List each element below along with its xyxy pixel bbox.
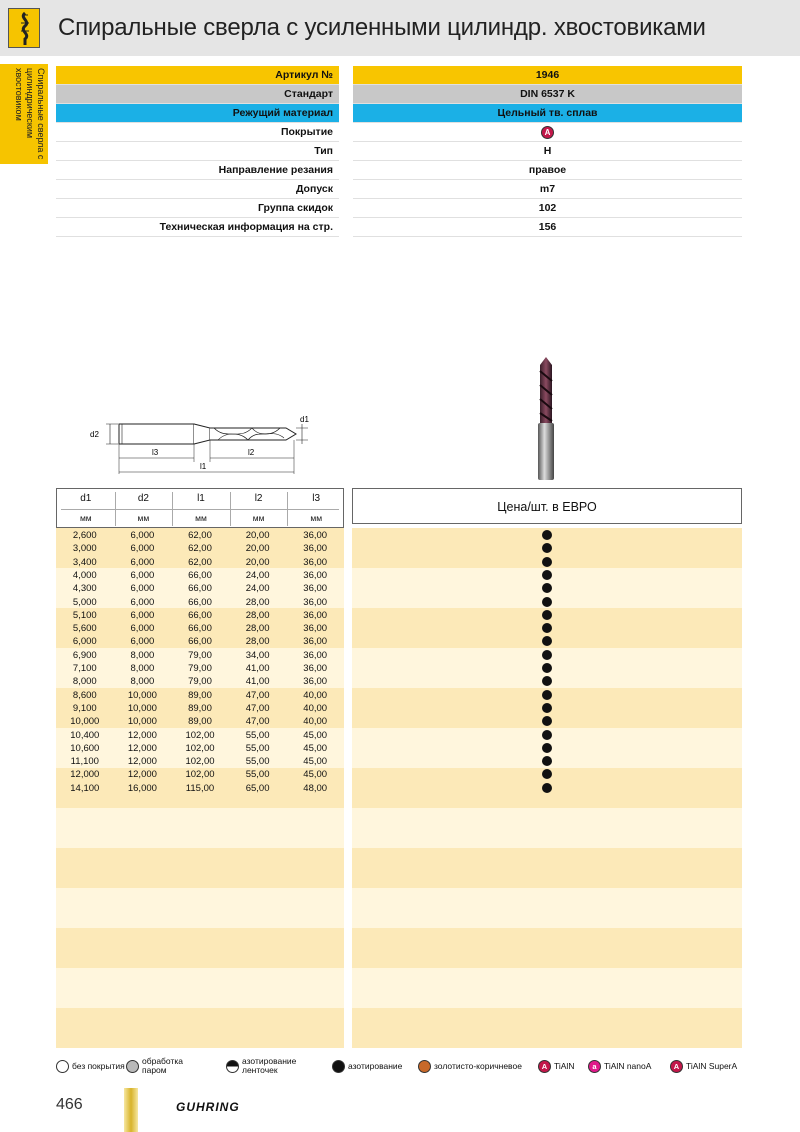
table-cell: 47,00 — [245, 689, 270, 701]
table-cell: 10,000 — [127, 702, 157, 714]
table-band — [352, 968, 742, 1008]
dim-d1-label: d1 — [300, 415, 309, 424]
table-cell: 40,00 — [303, 716, 328, 728]
coating-swatch-icon — [332, 1060, 345, 1073]
table-cell: 10,000 — [127, 689, 157, 701]
spec-value: DIN 6537 K — [353, 85, 742, 104]
table-cell: 36,00 — [303, 649, 328, 661]
table-cell: 41,00 — [245, 663, 270, 674]
table-row[interactable] — [56, 622, 344, 635]
table-cell: 10,000 — [127, 716, 157, 728]
availability-dot-icon[interactable] — [542, 610, 552, 620]
table-row[interactable] — [56, 782, 344, 795]
table-row[interactable] — [56, 729, 344, 742]
table-cell: 16,000 — [127, 782, 157, 794]
dim-l2-label: l2 — [248, 448, 255, 457]
table-cell: 6,000 — [130, 636, 155, 648]
table-cell: 66,00 — [188, 609, 212, 621]
table-cell: 102,00 — [185, 729, 215, 741]
availability-dot-icon[interactable] — [542, 557, 552, 567]
table-cell: 28,00 — [245, 636, 270, 648]
page-number: 466 — [56, 1096, 83, 1113]
table-cell: 48,00 — [303, 782, 328, 794]
table-cell: 6,900 — [72, 649, 97, 661]
coating-legend — [56, 1054, 746, 1078]
drill-logo-icon — [8, 8, 40, 48]
table-cell: 40,00 — [303, 689, 328, 701]
table-cell: 36,00 — [303, 636, 328, 648]
table-band — [56, 848, 344, 888]
spec-row — [56, 123, 742, 142]
table-row[interactable] — [56, 649, 344, 662]
coating-swatch-icon — [226, 1060, 239, 1073]
table-cell: 7,100 — [72, 663, 97, 674]
table-cell: 102,00 — [185, 756, 215, 768]
table-cell: 45,00 — [303, 756, 328, 768]
spec-row — [56, 85, 742, 104]
spec-row — [56, 66, 742, 85]
table-row[interactable] — [56, 556, 344, 569]
table-cell: 66,00 — [188, 623, 212, 635]
table-row[interactable] — [56, 755, 344, 768]
spec-value: 156 — [353, 218, 742, 237]
spec-label: Техническая информация на стр. — [56, 218, 339, 237]
table-cell: 12,000 — [127, 769, 157, 781]
column-header: d2 — [137, 493, 149, 504]
availability-dot-icon[interactable] — [542, 730, 552, 740]
table-cell: 6,000 — [130, 623, 155, 635]
page-title: Спиральные сверла с усиленными цилиндр. хвостовиками — [58, 14, 706, 41]
table-cell: 115,00 — [185, 782, 215, 794]
table-cell: 12,000 — [127, 756, 157, 768]
table-cell: 6,000 — [130, 530, 155, 541]
section-tab[interactable] — [0, 64, 48, 164]
table-row[interactable] — [56, 542, 344, 555]
coating-swatch-icon: A — [670, 1060, 683, 1073]
spec-value: H — [353, 142, 742, 161]
table-cell: 8,000 — [72, 676, 97, 688]
table-band — [56, 1008, 344, 1048]
column-header: d1 — [80, 493, 92, 504]
legend-label: азотирование ленточек — [242, 1056, 297, 1075]
availability-dot-icon[interactable] — [542, 743, 552, 753]
table-cell: 36,00 — [303, 663, 328, 674]
table-cell: 5,100 — [72, 609, 97, 621]
table-cell: 40,00 — [303, 702, 328, 714]
table-row[interactable] — [56, 596, 344, 609]
table-cell: 8,600 — [72, 689, 97, 701]
spec-label: Тип — [56, 142, 339, 161]
coating-tialn-supera-icon: A — [541, 126, 554, 139]
spec-row — [56, 161, 742, 180]
table-row[interactable] — [56, 529, 344, 542]
column-header: l2 — [254, 493, 263, 504]
spec-row — [56, 142, 742, 161]
table-cell: 79,00 — [188, 663, 212, 674]
column-header: l3 — [312, 493, 321, 504]
table-row[interactable] — [56, 702, 344, 715]
table-cell: 45,00 — [303, 769, 328, 781]
legend-item — [126, 1054, 204, 1078]
table-row[interactable] — [56, 662, 344, 675]
spec-row — [56, 104, 742, 123]
table-cell: 12,000 — [70, 769, 100, 781]
spec-value: Цельный тв. сплав — [353, 104, 742, 123]
spec-row — [56, 199, 742, 218]
legend-label: обработка паром — [142, 1056, 183, 1075]
table-cell: 24,00 — [245, 569, 270, 581]
brand-logo: GUHRING — [176, 1100, 240, 1114]
table-cell: 10,600 — [70, 742, 100, 754]
table-row[interactable] — [56, 582, 344, 595]
table-cell: 5,600 — [72, 623, 97, 635]
legend-label: без покрытия — [72, 1060, 125, 1071]
spec-label: Режущий материал — [56, 104, 339, 123]
table-cell: 6,000 — [130, 583, 155, 595]
dim-l1-label: l1 — [200, 462, 207, 471]
table-cell: 66,00 — [188, 596, 212, 608]
table-row[interactable] — [56, 569, 344, 582]
table-band — [352, 808, 742, 848]
legend-item — [538, 1054, 574, 1078]
dim-d2-label: d2 — [90, 430, 99, 439]
table-band — [56, 808, 344, 848]
table-row[interactable] — [56, 635, 344, 648]
spec-label: Допуск — [56, 180, 339, 199]
table-cell: 66,00 — [188, 636, 212, 648]
table-cell: 10,000 — [70, 716, 100, 728]
legend-item — [226, 1054, 304, 1078]
table-band — [352, 848, 742, 888]
table-cell: 3,000 — [72, 543, 97, 555]
table-band — [352, 928, 742, 968]
table-cell: 12,000 — [127, 729, 157, 741]
table-cell: 2,600 — [72, 530, 97, 541]
table-cell: 28,00 — [245, 596, 270, 608]
table-cell: 8,000 — [130, 676, 155, 688]
table-cell: 36,00 — [303, 609, 328, 621]
table-cell: 6,000 — [130, 569, 155, 581]
table-cell: 62,00 — [188, 543, 212, 555]
table-row[interactable] — [56, 689, 344, 702]
table-cell: 36,00 — [303, 543, 328, 555]
table-cell: 55,00 — [245, 769, 270, 781]
table-cell: 36,00 — [303, 569, 328, 581]
table-cell: 5,000 — [72, 596, 97, 608]
legend-label: золотисто-коричневое — [434, 1060, 522, 1071]
spec-value: правое — [353, 161, 742, 180]
table-cell: 79,00 — [188, 649, 212, 661]
table-band — [56, 888, 344, 928]
table-cell: 4,300 — [72, 583, 97, 595]
table-cell: 28,00 — [245, 609, 270, 621]
table-cell: 89,00 — [188, 716, 212, 728]
spec-value — [353, 123, 742, 142]
table-row[interactable] — [56, 742, 344, 755]
column-header: l1 — [197, 493, 205, 504]
table-row[interactable] — [56, 768, 344, 781]
table-cell: 55,00 — [245, 756, 270, 768]
footer-stripe — [124, 1088, 138, 1132]
table-cell: 102,00 — [185, 769, 215, 781]
table-row[interactable] — [56, 609, 344, 622]
coating-swatch-icon: A — [538, 1060, 551, 1073]
table-cell: 45,00 — [303, 729, 328, 741]
section-tab-label: Спиральные сверла с цилиндрическим хвостовиком — [14, 68, 46, 160]
table-cell: 6,000 — [130, 543, 155, 555]
table-cell: 45,00 — [303, 742, 328, 754]
table-cell: 36,00 — [303, 623, 328, 635]
availability-dot-icon[interactable] — [542, 783, 552, 793]
table-cell: 55,00 — [245, 742, 270, 754]
drill-photo — [520, 355, 570, 485]
spec-label: Стандарт — [56, 85, 339, 104]
table-cell: 65,00 — [245, 782, 270, 794]
table-cell: 10,400 — [70, 729, 100, 741]
legend-label: TiAlN nanoA — [604, 1060, 652, 1071]
dim-l3-label: l3 — [152, 448, 159, 457]
column-unit: мм — [79, 513, 92, 523]
price-column-header: Цена/шт. в ЕВРО — [352, 488, 742, 524]
drill-drawing — [86, 410, 316, 480]
spec-label: Группа скидок — [56, 199, 339, 218]
legend-label: TiAlN — [554, 1060, 575, 1071]
availability-dot-icon[interactable] — [542, 570, 552, 580]
coating-swatch-icon — [418, 1060, 431, 1073]
table-cell: 20,00 — [245, 543, 270, 555]
table-cell: 4,000 — [72, 569, 97, 581]
spec-label: Артикул № — [56, 66, 339, 85]
legend-label: TiAlN SuperA — [686, 1060, 738, 1071]
table-cell: 62,00 — [188, 556, 212, 568]
legend-item — [418, 1054, 522, 1078]
table-cell: 89,00 — [188, 689, 212, 701]
table-cell: 47,00 — [245, 702, 270, 714]
table-row[interactable] — [56, 715, 344, 728]
table-cell: 8,000 — [130, 663, 155, 674]
table-cell: 102,00 — [185, 742, 215, 754]
column-unit: мм — [310, 513, 323, 523]
coating-swatch-icon — [56, 1060, 69, 1073]
availability-dot-icon[interactable] — [542, 663, 552, 673]
table-cell: 6,000 — [72, 636, 97, 648]
table-cell: 8,000 — [130, 649, 155, 661]
table-cell: 66,00 — [188, 583, 212, 595]
table-band — [56, 928, 344, 968]
legend-item — [332, 1054, 402, 1078]
spec-value: 1946 — [353, 66, 742, 85]
legend-item — [670, 1054, 737, 1078]
table-cell: 20,00 — [245, 530, 270, 541]
table-cell: 3,400 — [72, 556, 97, 568]
legend-item — [588, 1054, 651, 1078]
availability-dot-icon[interactable] — [542, 530, 552, 540]
table-cell: 55,00 — [245, 729, 270, 741]
table-cell: 34,00 — [245, 649, 270, 661]
table-cell: 66,00 — [188, 569, 212, 581]
spec-label: Направление резания — [56, 161, 339, 180]
table-cell: 12,000 — [127, 742, 157, 754]
table-row[interactable] — [56, 675, 344, 688]
table-cell: 36,00 — [303, 596, 328, 608]
table-cell: 62,00 — [188, 530, 212, 541]
table-cell: 9,100 — [72, 702, 97, 714]
table-cell: 20,00 — [245, 556, 270, 568]
column-unit: мм — [252, 513, 265, 523]
table-cell: 36,00 — [303, 556, 328, 568]
table-cell: 24,00 — [245, 583, 270, 595]
spec-value: 102 — [353, 199, 742, 218]
table-cell: 11,100 — [70, 756, 99, 768]
legend-label: азотирование — [348, 1060, 403, 1071]
legend-item — [56, 1054, 125, 1078]
table-cell: 41,00 — [245, 676, 270, 688]
spec-value: m7 — [353, 180, 742, 199]
table-cell: 89,00 — [188, 702, 212, 714]
table-cell: 47,00 — [245, 716, 270, 728]
availability-dot-icon[interactable] — [542, 690, 552, 700]
table-cell: 6,000 — [130, 596, 155, 608]
coating-swatch-icon — [126, 1060, 139, 1073]
availability-dot-icon[interactable] — [542, 703, 552, 713]
table-cell: 36,00 — [303, 583, 328, 595]
table-cell: 36,00 — [303, 676, 328, 688]
spec-row — [56, 180, 742, 199]
table-cell: 6,000 — [130, 609, 155, 621]
availability-dot-icon[interactable] — [542, 597, 552, 607]
spec-row — [56, 218, 742, 237]
page-header — [0, 0, 800, 56]
table-cell: 79,00 — [188, 676, 212, 688]
table-band — [352, 1008, 742, 1048]
table-cell: 14,100 — [70, 782, 100, 794]
column-unit: мм — [195, 513, 207, 523]
table-band — [352, 888, 742, 928]
table-header — [56, 488, 344, 528]
table-cell: 36,00 — [303, 530, 328, 541]
spec-label: Покрытие — [56, 123, 339, 142]
table-cell: 28,00 — [245, 623, 270, 635]
coating-swatch-icon: a — [588, 1060, 601, 1073]
availability-dot-icon[interactable] — [542, 650, 552, 660]
table-cell: 6,000 — [130, 556, 155, 568]
table-band — [56, 968, 344, 1008]
column-unit: мм — [137, 513, 150, 523]
